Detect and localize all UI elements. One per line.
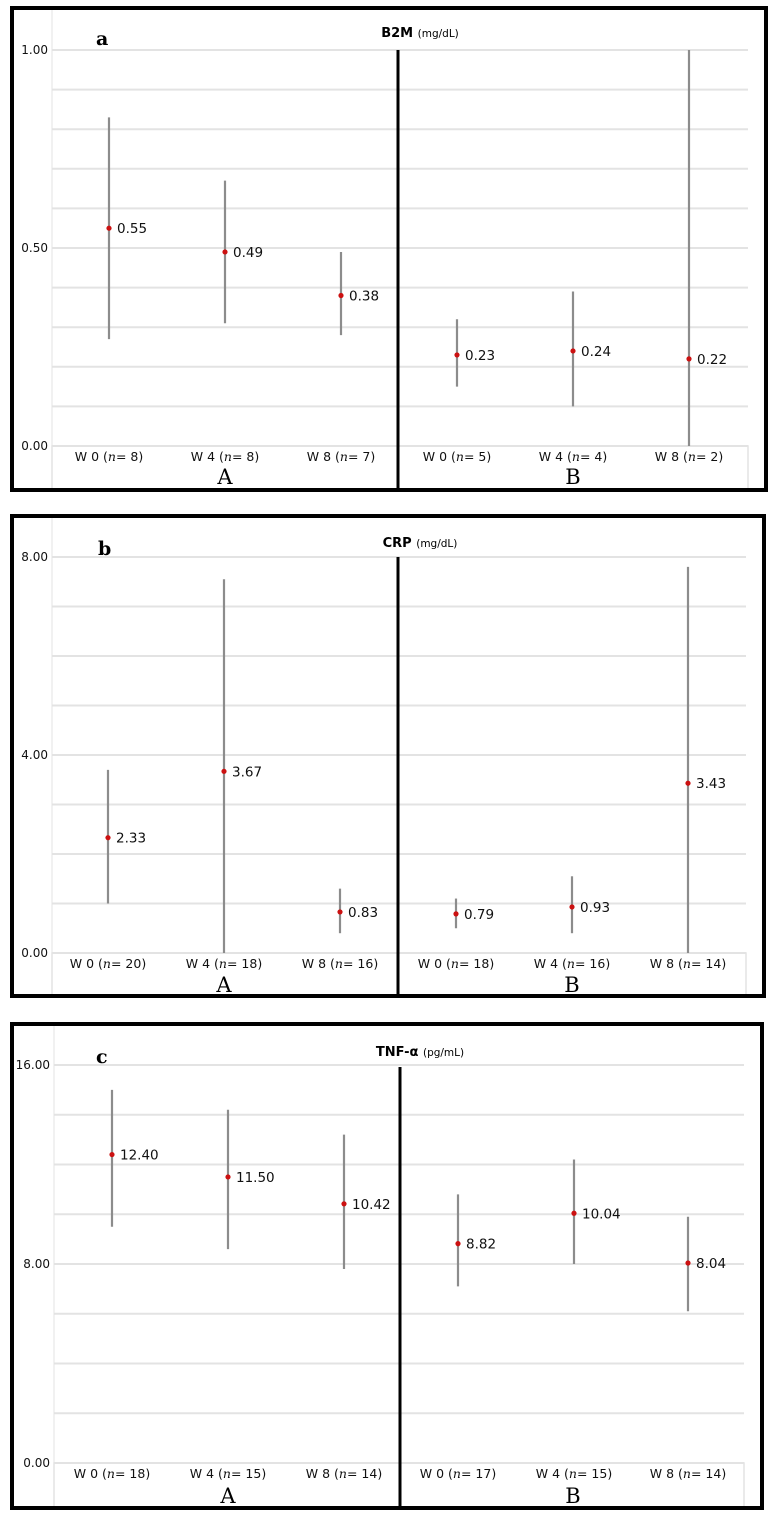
category-label: W 4 (n= 4) [538,449,608,464]
panel-letter: a [96,28,109,50]
mean-point [109,1152,114,1157]
y-tick-label: 0.00 [21,439,48,453]
y-tick-label: 16.00 [15,1058,50,1072]
category-label: W 4 (n= 15) [535,1466,613,1481]
mean-point [338,293,343,298]
data-point-group [109,1090,158,1227]
chart-b [14,518,762,994]
data-point-group [222,181,263,324]
data-point-group [106,117,147,339]
value-label: 8.82 [466,1236,497,1253]
mean-point [105,835,110,840]
value-label: 3.43 [696,776,727,793]
mean-point [222,249,227,254]
value-label: 10.42 [352,1196,391,1213]
category-label: W 0 (n= 8) [74,449,144,464]
y-tick-label: 0.50 [21,241,48,255]
y-tick-label: 8.00 [23,1257,50,1271]
category-label: W 8 (n= 14) [649,956,727,971]
data-point-group [570,292,611,407]
panel-b2m [10,6,768,492]
value-label: 2.33 [116,830,147,847]
category-label: W 8 (n= 16) [301,956,379,971]
data-point-group [225,1110,274,1249]
category-label: W 4 (n= 8) [190,449,260,464]
mean-point [337,909,342,914]
value-label: 0.49 [233,244,264,261]
data-point-group [454,319,495,386]
chart-title: B2M (mg/dL) [381,26,459,41]
value-label: 0.22 [697,351,728,368]
mean-point [685,1260,690,1265]
data-point-group [337,889,378,934]
y-tick-label: 4.00 [21,748,48,762]
y-tick-label: 0.00 [23,1456,50,1470]
value-label: 0.38 [349,288,380,305]
data-point-group [685,567,726,953]
data-point-group [455,1194,496,1286]
value-label: 0.23 [465,347,496,364]
category-label: W 4 (n= 18) [185,956,263,971]
category-label: W 0 (n= 20) [69,956,147,971]
mean-point [225,1174,230,1179]
value-label: 0.93 [580,899,611,916]
value-label: 11.50 [236,1169,275,1186]
group-label: A [220,1484,236,1506]
chart-c [14,1026,760,1506]
gridlines [52,10,748,488]
data-point-group [571,1160,620,1264]
value-label: 0.79 [464,906,495,923]
mean-point [570,348,575,353]
mean-point [571,1211,576,1216]
data-point-group [221,579,262,953]
panel-letter: c [96,1046,108,1068]
y-tick-label: 1.00 [21,43,48,57]
category-label: W 4 (n= 16) [533,956,611,971]
category-label: W 8 (n= 7) [306,449,376,464]
mean-point [569,904,574,909]
category-label: W 0 (n= 18) [417,956,495,971]
panel-crp [10,514,766,998]
category-label: W 0 (n= 18) [73,1466,151,1481]
category-label: W 8 (n= 14) [649,1466,727,1481]
group-label: B [564,973,580,994]
panel-tnf-alpha [10,1022,764,1510]
data-point-group [338,252,379,335]
category-label: W 0 (n= 5) [422,449,492,464]
group-label: A [217,465,233,488]
mean-point [686,356,691,361]
category-label: W 8 (n= 2) [654,449,724,464]
group-label: A [216,973,232,994]
value-label: 0.83 [348,904,379,921]
panel-letter: b [98,538,112,560]
value-label: 0.24 [581,343,612,360]
value-label: 3.67 [232,764,263,781]
value-label: 8.04 [696,1256,727,1273]
chart-a [14,10,764,488]
data-point-group [341,1135,390,1269]
data-point-group [105,770,146,904]
value-label: 12.40 [120,1147,159,1164]
group-label: B [565,465,581,488]
value-label: 10.04 [582,1206,621,1223]
chart-title: CRP (mg/dL) [382,536,458,551]
mean-point [453,911,458,916]
value-label: 0.55 [117,221,148,238]
category-label: W 4 (n= 15) [189,1466,267,1481]
mean-point [106,226,111,231]
mean-point [454,352,459,357]
chart-title: TNF-α (pg/mL) [375,1045,465,1060]
mean-point [341,1201,346,1206]
y-tick-label: 0.00 [21,946,48,960]
y-tick-label: 8.00 [21,550,48,564]
data-point-group [569,876,610,933]
mean-point [685,781,690,786]
mean-point [221,769,226,774]
category-label: W 8 (n= 14) [305,1466,383,1481]
group-label: B [565,1484,581,1506]
mean-point [455,1241,460,1246]
category-label: W 0 (n= 17) [419,1466,497,1481]
